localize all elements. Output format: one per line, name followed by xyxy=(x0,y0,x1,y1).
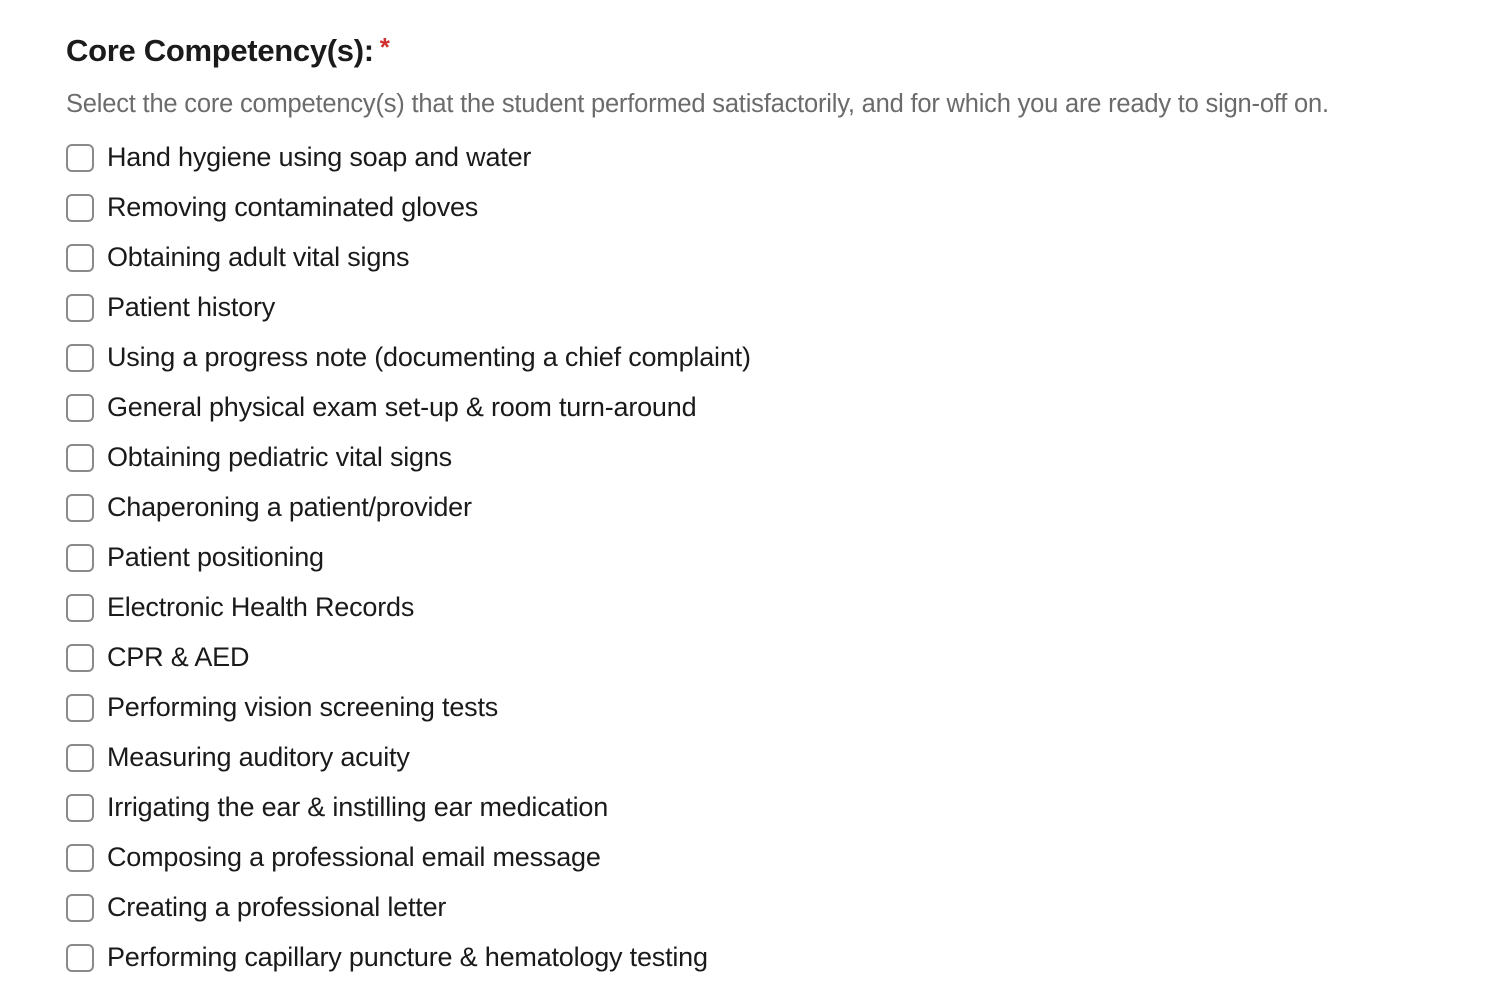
competency-option-label: Hand hygiene using soap and water xyxy=(107,141,532,172)
competency-option-label: Performing capillary puncture & hematology testing xyxy=(107,941,708,972)
checkbox[interactable] xyxy=(66,544,94,572)
checkbox[interactable] xyxy=(66,794,94,822)
checkbox[interactable] xyxy=(66,144,94,172)
competency-option-label: CPR & AED xyxy=(107,641,250,672)
competency-option[interactable] xyxy=(66,432,1476,482)
competency-option-label: Irrigating the ear & instilling ear medication xyxy=(107,791,609,822)
competency-option-label: Obtaining adult vital signs xyxy=(107,241,410,272)
competency-option-label: Patient positioning xyxy=(107,541,324,572)
checkbox[interactable] xyxy=(66,494,94,522)
competency-option-label: General physical exam set-up & room turn-around xyxy=(107,391,697,422)
competency-option[interactable] xyxy=(66,332,1476,382)
checkbox[interactable] xyxy=(66,294,94,322)
field-help-text: Select the core competency(s) that the student performed satisfactorily, and for which you are ready to sign-off on. xyxy=(66,90,1329,118)
competency-option-label: Chaperoning a patient/provider xyxy=(107,491,472,522)
checkbox[interactable] xyxy=(66,894,94,922)
checkbox[interactable] xyxy=(66,344,94,372)
required-indicator: * xyxy=(379,32,390,62)
competency-option-label: Removing contaminated gloves xyxy=(107,191,479,222)
checkbox[interactable] xyxy=(66,444,94,472)
checkbox[interactable] xyxy=(66,944,94,972)
competency-option-label: Composing a professional email message xyxy=(107,841,601,872)
field-label-row xyxy=(66,30,1476,72)
competency-option[interactable] xyxy=(66,782,1476,832)
competency-option-label: Using a progress note (documenting a chief complaint) xyxy=(107,341,751,372)
checkbox[interactable] xyxy=(66,644,94,672)
competency-option[interactable] xyxy=(66,382,1476,432)
competency-option[interactable] xyxy=(66,732,1476,782)
competency-option[interactable] xyxy=(66,532,1476,582)
checkbox[interactable] xyxy=(66,394,94,422)
competency-option[interactable] xyxy=(66,882,1476,932)
checkbox[interactable] xyxy=(66,244,94,272)
competency-option[interactable] xyxy=(66,582,1476,632)
competency-option[interactable] xyxy=(66,132,1476,182)
competency-option-label: Performing vision screening tests xyxy=(107,691,499,722)
competency-option[interactable] xyxy=(66,182,1476,232)
checkbox[interactable] xyxy=(66,194,94,222)
competency-option[interactable] xyxy=(66,482,1476,532)
competency-option[interactable] xyxy=(66,932,1476,982)
competency-option[interactable] xyxy=(66,832,1476,882)
core-competency-field xyxy=(66,30,1476,982)
checkbox[interactable] xyxy=(66,694,94,722)
competency-option-label: Patient history xyxy=(107,291,276,322)
competency-option[interactable] xyxy=(66,232,1476,282)
competency-option-label: Obtaining pediatric vital signs xyxy=(107,441,452,472)
field-label: Core Competency(s): xyxy=(66,33,374,68)
checkbox[interactable] xyxy=(66,594,94,622)
competency-checkbox-list xyxy=(66,132,1476,982)
competency-option-label: Creating a professional letter xyxy=(107,891,447,922)
competency-option[interactable] xyxy=(66,632,1476,682)
checkbox[interactable] xyxy=(66,844,94,872)
competency-option-label: Electronic Health Records xyxy=(107,591,415,622)
competency-option-label: Measuring auditory acuity xyxy=(107,741,410,772)
checkbox[interactable] xyxy=(66,744,94,772)
competency-option[interactable] xyxy=(66,682,1476,732)
competency-option[interactable] xyxy=(66,282,1476,332)
